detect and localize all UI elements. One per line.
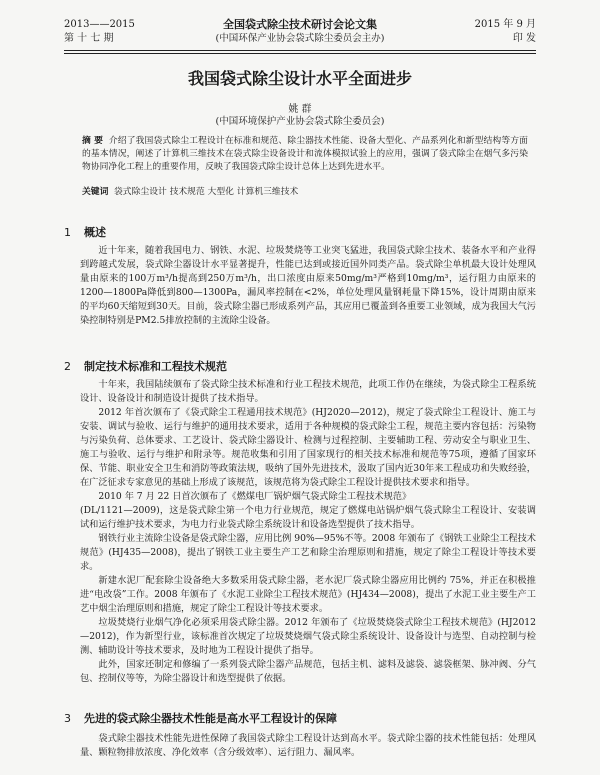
section-1-body (80, 244, 536, 328)
header-rule-thin (64, 53, 536, 54)
section-number: 3 (64, 712, 71, 725)
header-issue: 第 十 七 期 (64, 33, 114, 44)
abstract (82, 135, 528, 174)
keywords-text: 袋式除尘设计 技术规范 大型化 计算机三维技术 (114, 187, 299, 197)
proceedings-title: 全国袋式除尘技术研讨会论文集 (223, 18, 377, 31)
running-header (64, 18, 536, 54)
section-2-heading (64, 358, 227, 374)
paragraph: 垃圾焚烧行业烟气净化必须采用袋式除尘器。2012 年颁布了《垃圾焚烧袋式除尘工程技术规范》(HJ2012—2012)，作为新型行业，该标准首次规定了垃圾焚烧烟气袋式除尘系统设计、设备设计与选型、自动控制与检测、辅助设计等技术要求，及时地为工程设计提供了指导。 (80, 617, 536, 656)
header-years: 2013——2015 (64, 19, 135, 30)
abstract-text: 介绍了我国袋式除尘工程设计在标准和规范、除尘器技术性能、设备大型化、产品系列化和新型结构等方面的基本情况，阐述了计算机三维技术在袋式除尘设备设计和流体模拟试验上的应用，强调了袋式除尘在烟气多污染物协同净化工程上的重要作用，反映了我国袋式除尘设计总体上达到先进水平。 (82, 136, 528, 172)
paragraph: 2012 年首次颁布了《袋式除尘工程通用技术规范》(HJ2020—2012)，规定了袋式除尘工程设计、施工与安装、调试与验收、运行与维护的通用技术要求，适用于各种规模的袋式除尘工程，规范主要内容包括：污染物与污染负荷、总体要求、工艺设计、袋式除尘器设计、检测与过程控制、主要辅助工程、劳动安全与职业卫生、施工与验收、运行与维护和附录等。规范收集和引用了国家现行的相关技术标准和规范等75项，遵循了国家环保、节能、职业安全卫生和消防等政策法规，吸纳了国外先进技术，汲取了国内近30年来工程成功和失败经验，在广泛征求专家意见的基础上形成了该规范，该规范将为袋式除尘工程设计提供技术要求和指导。 (80, 407, 536, 488)
header-rule-thick (64, 50, 536, 51)
article-title: 我国袋式除尘设计水平全面进步 (187, 69, 412, 88)
section-title: 先进的袋式除尘器技术性能是高水平工程设计的保障 (84, 712, 337, 725)
section-title: 概述 (84, 226, 106, 239)
section-3-heading (64, 710, 337, 726)
paragraph: 2010 年 7 月 22 日首次颁布了《燃煤电厂锅炉烟气袋式除尘工程技术规范》 (98, 491, 412, 502)
paragraph: 十年来，我国陆续颁布了袋式除尘技术标准和行业工程技术规范，此项工作仍在继续，为袋式除尘工程系统设计、设备设计和制造设计提供了技术指导。 (80, 379, 536, 404)
section-3-body (80, 732, 536, 760)
section-number: 1 (64, 226, 71, 239)
paragraph: 钢铁行业主流除尘设备是袋式除尘器，应用比例 90%—95%不等。2008 年颁布了《钢铁工业除尘工程技术规范》(HJ435—2008)，提出了钢铁工业主要生产工艺和除尘治理原则和措施，规定了除尘工程设计等技术要求。 (80, 533, 536, 572)
header-center (64, 18, 536, 46)
paragraph: 近十年来，随着我国电力、钢铁、水泥、垃圾焚烧等工业突飞猛进，我国袋式除尘技术、装备水平和产业得到跨越式发展，袋式除尘器设计水平显著提升，性能已达到或接近国外同类产品。袋式除尘单机最大设计处理风量由原来的100万m³/h提高到250万m³/h，出口浓度由原来50mg/m³严格到10mg/m³，运行阻力由原来的1200—1800Pa降低到800—1300Pa，漏风率控制在<2%，单位处理风量钢耗量下降15%，设计周期由原来的平均60天缩短到30天。目前，袋式除尘器已形成系列产品，其应用已覆盖到各重要工业领域，成为我国大气污染控制特别是PM2.5排放控制的主流除尘设备。 (80, 245, 536, 326)
paragraph: 新建水泥厂配套除尘设备绝大多数采用袋式除尘器，老水泥厂袋式除尘器应用比例约 75%，并正在积极推进“电改袋”工作。2008 年颁布了《水泥工业除尘工程技术规范》(HJ434—2008)，提出了水泥工业主要生产工艺中烟尘治理原则和措施，规定了除尘工程设计等技术要求。 (80, 575, 536, 614)
paragraph: (DL/1121—2009)，这是袋式除尘第一个电力行业规范，规定了燃煤电站锅炉烟气袋式除尘工程设计、安装调试和运行维护技术要求，为电力行业袋式除尘系统设计和设备选型提供了技术指导。 (80, 505, 536, 530)
header-printed: 印 发 (512, 33, 536, 44)
article-affiliation: (中国环境保护产业协会袋式除尘委员会) (215, 116, 385, 127)
header-right (475, 18, 536, 46)
section-title: 制定技术标准和工程技术规范 (84, 360, 227, 373)
paragraph: 此外，国家还制定和修编了一系列袋式除尘器产品规范，包括主机、滤料及滤袋、滤袋框架、脉冲阀、分气包、控制仪等等，为除尘器设计和选型提供了依据。 (80, 659, 536, 684)
section-1-heading (64, 224, 106, 240)
abstract-label: 摘 要 (82, 136, 104, 146)
keywords-label: 关键词 (82, 187, 109, 197)
header-date: 2015 年 9 月 (474, 19, 536, 30)
section-2-body (80, 378, 536, 686)
keywords (82, 186, 528, 199)
paragraph: 袋式除尘器技术性能先进性保障了我国袋式除尘工程设计达到高水平。袋式除尘器的技术性能包括：处理风量、颗粒物排放浓度、净化效率（含分级效率）、运行阻力、漏风率。 (80, 733, 536, 758)
section-number: 2 (64, 360, 71, 373)
article-author: 姚 群 (288, 104, 312, 115)
proceedings-organizer: (中国环保产业协会袋式除尘委员会主办) (215, 33, 385, 44)
